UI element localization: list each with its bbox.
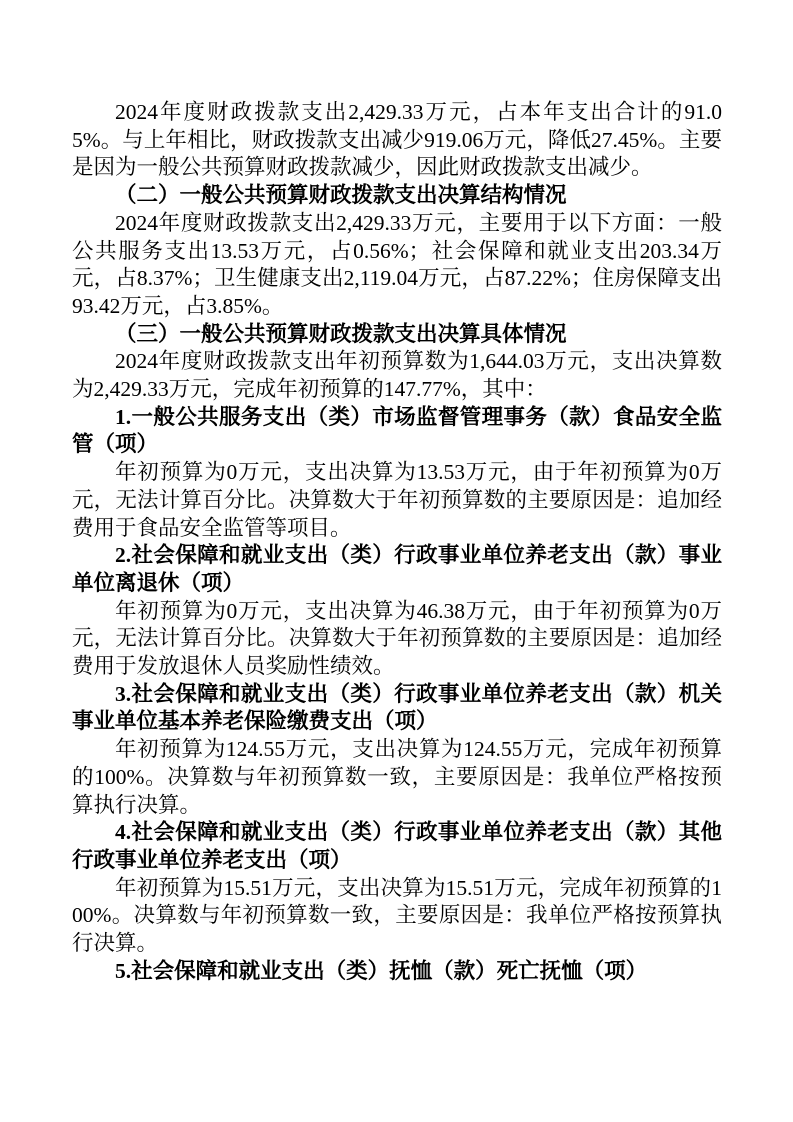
- paragraph-fiscal-expenditure-overview: 2024年度财政拨款支出2,429.33万元，占本年支出合计的91.05%。与上年相比，财政拨款支出减少919.06万元，降低27.45%。主要是因为一般公共预算财政拨款减少，因此财政拨款支出减少。: [72, 100, 722, 180]
- heading-item-5-death-benefit: 5.社会保障和就业支出（类）抚恤（款）死亡抚恤（项）: [115, 958, 648, 983]
- paragraph-expenditure-structure: 2024年度财政拨款支出2,429.33万元，主要用于以下方面：一般公共服务支出13.53万元，占0.56%；社会保障和就业支出203.34万元，占8.37%；卫生健康支出2,119.04万元，占87.22%；住房保障支出93.42万元，占3.85%。: [72, 210, 722, 318]
- heading-item-2-retirement: 2.社会保障和就业支出（类）行政事业单位养老支出（款）事业单位离退休（项）: [72, 543, 722, 595]
- heading-item-1-food-safety: 1.一般公共服务支出（类）市场监督管理事务（款）食品安全监管（项）: [72, 404, 722, 457]
- heading-item-4-other-pension: 4.社会保障和就业支出（类）行政事业单位养老支出（款）其他行政事业单位养老支出（项）: [72, 820, 722, 872]
- paragraph-item-4-detail: 年初预算为15.51万元，支出决算为15.51万元，完成年初预算的100%。决算数与年初预算数一致，主要原因是：我单位严格按预算执行决算。: [72, 875, 722, 956]
- paragraph-item-3-detail: 年初预算为124.55万元，支出决算为124.55万元，完成年初预算的100%。决算数与年初预算数一致，主要原因是：我单位严格按预算执行决算。: [72, 737, 722, 817]
- paragraph-item-2-detail: 年初预算为0万元，支出决算为46.38万元，由于年初预算为0万元，无法计算百分比。决算数大于年初预算数的主要原因是：追加经费用于发放退休人员奖励性绩效。: [72, 598, 722, 679]
- paragraph-item-1-detail: 年初预算为0万元，支出决算为13.53万元，由于年初预算为0万元，无法计算百分比。决算数大于年初预算数的主要原因是：追加经费用于食品安全监管等项目。: [72, 460, 722, 540]
- heading-section-2-structure: （二）一般公共预算财政拨款支出决算结构情况: [115, 183, 567, 208]
- paragraph-budget-vs-final: 2024年度财政拨款支出年初预算数为1,644.03万元，支出决算数为2,429.33万元，完成年初预算的147.77%，其中：: [72, 349, 722, 402]
- heading-section-3-details: （三）一般公共预算财政拨款支出决算具体情况: [115, 321, 567, 346]
- heading-item-3-pension-contribution: 3.社会保障和就业支出（类）行政事业单位养老支出（款）机关事业单位基本养老保险缴费支出（项）: [72, 681, 722, 734]
